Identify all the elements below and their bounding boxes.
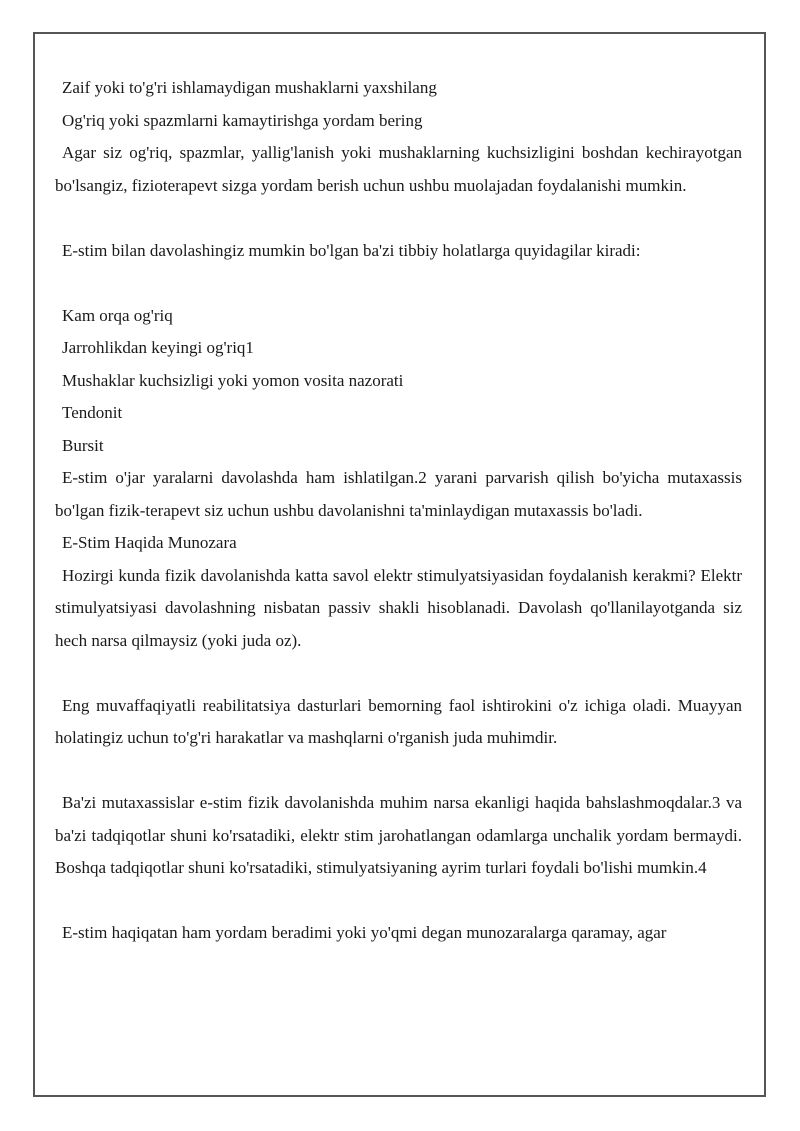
paragraph-research-debate: Ba'zi mutaxassislar e-stim fizik davolanishda muhim narsa ekanligi haqida bahslashmoqdalar.3 va ba'zi tadqiqotlar shuni ko'rsatadiki, elektr stim jarohatlangan odamlarga unchalik yordam bermaydi. Boshqa tadqiqotlar shuni ko'rsatadiki, stimulyatsiyaning ayrim turlari foydali bo'lishi mumkin.4	[55, 793, 742, 877]
paragraph-passive-treatment: Hozirgi kunda fizik davolanishda katta savol elektr stimulyatsiyasidan foydalanish kerakmi? Elektr stimulyatsiyasi davolashning nisbatan passiv shakli hisoblanadi. Davolash qo'llanilayotganda siz hech narsa qilmaysiz (yoki juda oz).	[55, 565, 742, 650]
paragraph-gap	[55, 657, 742, 690]
paragraph-conditions-intro: E-stim bilan davolashingiz mumkin bo'lgan ba'zi tibbiy holatlarga quyidagilar kiradi:	[62, 240, 641, 260]
section-heading: E-Stim Haqida Munozara	[62, 533, 237, 552]
paragraph-physio-help: Agar siz og'riq, spazmlar, yallig'lanish yoki mushaklarning kuchsizligini boshdan kechirayotgan bo'lsangiz, fizioterapevt sizga yordam berish uchun ushbu muolajadan foydalanishi mumkin.	[55, 143, 742, 195]
paragraph-wound-care: E-stim o'jar yaralarni davolashda ham ishlatilgan.2 yarani parvarish qilish bo'yicha mutaxassis bo'lgan fizik-terapevt siz uchun ushbu davolanishni ta'minlaydigan mutaxassis bo'ladi.	[55, 468, 742, 520]
condition-item: Jarrohlikdan keyingi og'riq1	[62, 338, 254, 357]
paragraph-gap	[55, 202, 742, 235]
paragraph-continued: E-stim haqiqatan ham yordam beradimi yoki yo'qmi degan munozaralarga qaramay, agar	[62, 923, 667, 942]
line-reduce-pain: Og'riq yoki spazmlarni kamaytirishga yordam bering	[62, 110, 423, 130]
line-improve-muscles: Zaif yoki to'g'ri ishlamaydigan mushaklarni yaxshilang	[62, 78, 437, 97]
paragraph-active-rehab: Eng muvaffaqiyatli reabilitatsiya dasturlari bemorning faol ishtirokini o'z ichiga oladi. Muayyan holatingiz uchun to'g'ri harakatlar va mashqlarni o'rganish juda muhimdir.	[55, 695, 742, 747]
document-body	[55, 72, 742, 950]
paragraph-gap	[55, 267, 742, 300]
condition-item: Mushaklar kuchsizligi yoki yomon vosita nazorati	[62, 370, 404, 390]
paragraph-gap	[55, 755, 742, 788]
condition-item: Tendonit	[62, 403, 123, 422]
condition-item: Kam orqa og'riq	[62, 305, 173, 325]
condition-item: Bursit	[62, 435, 104, 455]
paragraph-gap	[55, 885, 742, 918]
